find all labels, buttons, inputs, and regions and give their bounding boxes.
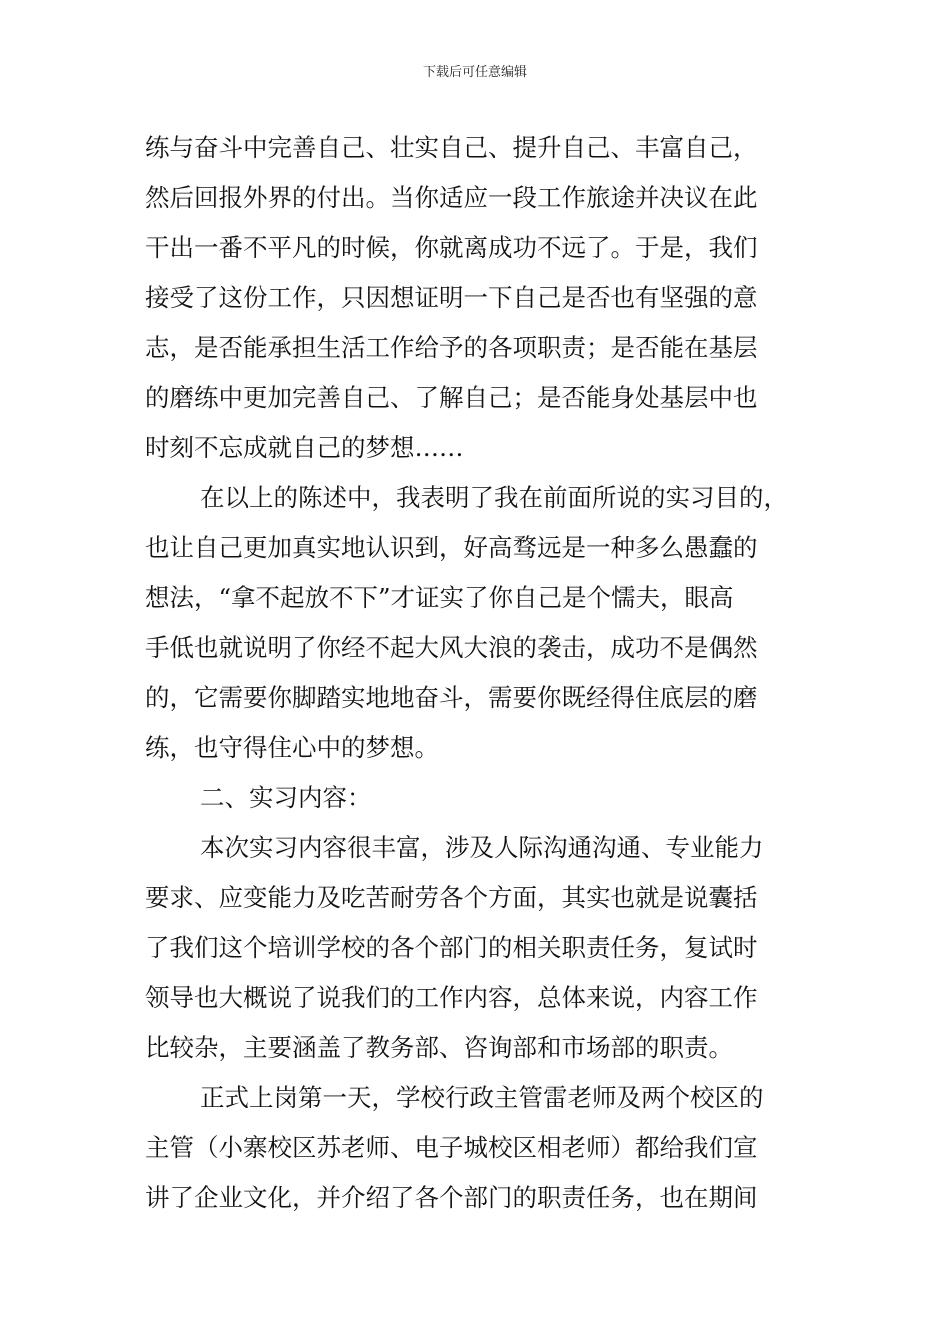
text-line: 手低也就说明了你经不起大风大浪的袭击，成功不是偶然 — [145, 633, 758, 662]
text-line: 领导也大概说了说我们的工作内容，总体来说，内容工作 — [145, 983, 758, 1012]
document-body — [145, 123, 810, 1223]
text-line: 讲了企业文化，并介绍了各个部门的职责任务，也在期间 — [145, 1183, 758, 1212]
text-line: 也让自己更加真实地认识到，好高骛远是一种多么愚蠢的 — [145, 533, 758, 562]
paragraph-start-line: 在以上的陈述中，我表明了我在前面所说的实习目的， — [200, 483, 788, 512]
text-line: 然后回报外界的付出。当你适应一段工作旅途并决议在此 — [145, 183, 758, 212]
text-line: 练，也守得住心中的梦想。 — [145, 733, 439, 762]
text-line: 的磨练中更加完善自己、了解自己；是否能身处基层中也 — [145, 383, 758, 412]
section-heading: 二、实习内容： — [200, 783, 372, 812]
text-line: 时刻不忘成就自己的梦想…… — [145, 433, 464, 462]
text-line: 比较杂，主要涵盖了教务部、咨询部和市场部的职责。 — [145, 1033, 733, 1062]
text-line: 的，它需要你脚踏实地地奋斗，需要你既经得住底层的磨 — [145, 683, 758, 712]
paragraph-start-line: 正式上岗第一天，学校行政主管雷老师及两个校区的 — [200, 1083, 764, 1112]
text-line: 了我们这个培训学校的各个部门的相关职责任务，复试时 — [145, 933, 758, 962]
text-line: 接受了这份工作，只因想证明一下自己是否也有坚强的意 — [145, 283, 758, 312]
text-line: 志，是否能承担生活工作给予的各项职责；是否能在基层 — [145, 333, 758, 362]
text-line: 练与奋斗中完善自己、壮实自己、提升自己、丰富自己， — [145, 133, 758, 162]
text-line: 主管（小寨校区苏老师、电子城校区相老师）都给我们宣 — [145, 1133, 758, 1162]
paragraph-start-line: 本次实习内容很丰富，涉及人际沟通沟通、专业能力 — [200, 833, 764, 862]
text-line: 要求、应变能力及吃苦耐劳各个方面，其实也就是说囊括 — [145, 883, 758, 912]
page-header: 下载后可任意编辑 — [422, 65, 527, 80]
text-line: 想法，“拿不起放不下”才证实了你自己是个懦夫，眼高 — [145, 583, 734, 612]
text-line: 干出一番不平凡的时候，你就离成功不远了。于是，我们 — [145, 233, 758, 262]
